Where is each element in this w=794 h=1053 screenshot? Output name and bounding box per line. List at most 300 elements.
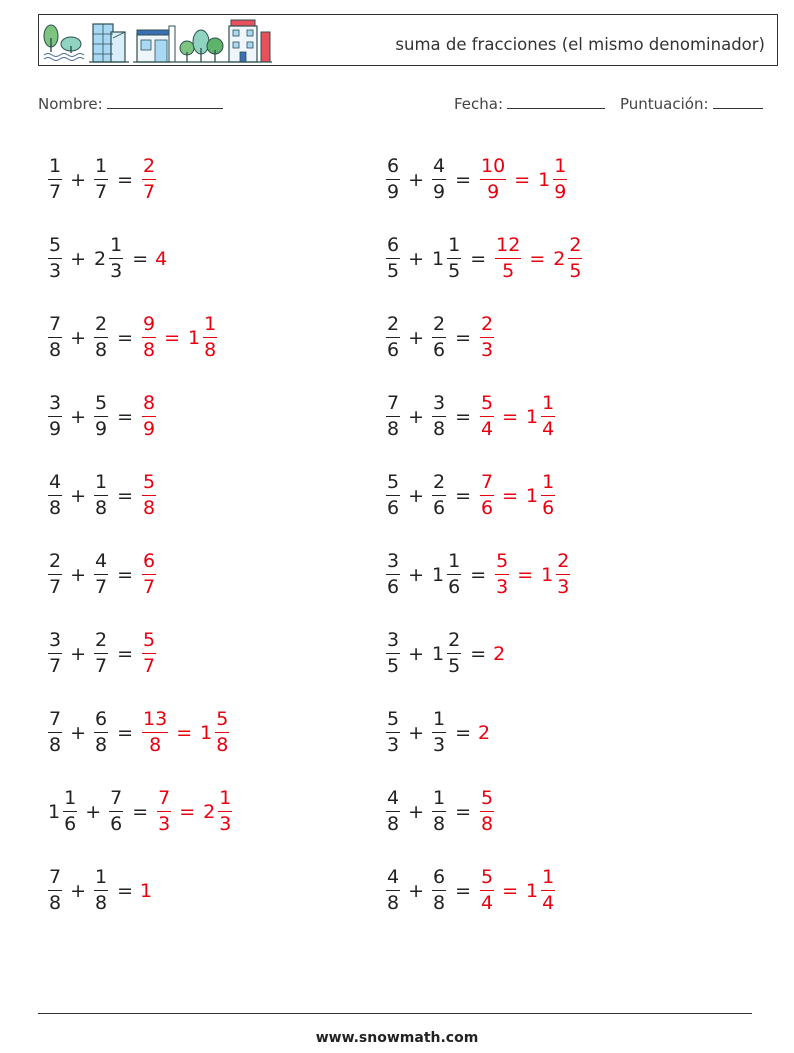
fraction-stack	[480, 789, 494, 834]
numerator: 5	[480, 868, 494, 891]
answer	[493, 236, 584, 281]
answer	[478, 789, 496, 834]
problem-row	[384, 614, 584, 693]
answer	[140, 710, 231, 755]
fraction-stack	[63, 789, 77, 834]
fraction	[384, 552, 402, 597]
whole-part: 1	[538, 168, 551, 191]
fraction-stack	[218, 789, 232, 834]
fraction-stack	[94, 631, 108, 676]
denominator: 8	[481, 813, 494, 835]
answer	[478, 473, 557, 518]
whole-part: 1	[541, 563, 554, 586]
denominator: 3	[158, 813, 171, 835]
whole-part: 2	[94, 247, 107, 270]
fraction-stack	[480, 868, 494, 913]
problem-row	[46, 693, 234, 772]
answer	[478, 394, 557, 439]
denominator: 8	[49, 892, 62, 914]
park-trees-icon	[179, 30, 225, 62]
numerator: 7	[109, 789, 123, 812]
fraction	[46, 157, 64, 202]
equals-sign: =	[455, 879, 472, 902]
denominator: 6	[448, 576, 461, 598]
equals-sign: =	[117, 484, 134, 507]
fraction-stack	[48, 157, 62, 202]
numerator: 5	[215, 710, 229, 733]
numerator: 2	[386, 315, 400, 338]
fraction-stack	[94, 710, 108, 755]
fraction	[46, 473, 64, 518]
plus-sign: +	[408, 168, 425, 191]
fraction	[430, 315, 448, 360]
numerator: 4	[94, 552, 108, 575]
denominator: 5	[569, 260, 582, 282]
fraction	[46, 868, 64, 913]
fraction	[92, 868, 110, 913]
denominator: 3	[110, 260, 123, 282]
fraction-stack	[432, 157, 446, 202]
denominator: 3	[219, 813, 232, 835]
whole-number	[478, 722, 490, 744]
fraction	[46, 236, 64, 281]
numerator: 1	[48, 157, 62, 180]
fraction-stack	[495, 236, 521, 281]
fraction	[430, 868, 448, 913]
plus-sign: +	[408, 326, 425, 349]
whole-part: 2	[203, 800, 216, 823]
plus-sign: +	[70, 247, 87, 270]
plus-sign: +	[408, 484, 425, 507]
equals-sign: =	[117, 879, 134, 902]
denominator: 6	[387, 497, 400, 519]
problem-row	[46, 140, 234, 219]
fraction-stack	[480, 473, 494, 518]
whole-part: 2	[493, 642, 506, 665]
fraction-stack	[386, 473, 400, 518]
answer	[478, 868, 557, 913]
name-blank[interactable]	[107, 94, 223, 109]
fraction-stack	[556, 552, 570, 597]
mixed-number	[201, 789, 234, 834]
numerator: 4	[386, 789, 400, 812]
denominator: 8	[95, 339, 108, 361]
fraction	[430, 710, 448, 755]
denominator: 3	[496, 576, 509, 598]
fraction-stack	[94, 868, 108, 913]
numerator: 5	[386, 473, 400, 496]
fraction	[478, 157, 508, 202]
fraction-stack	[142, 631, 156, 676]
numerator: 1	[94, 157, 108, 180]
date-label: Fecha:	[454, 95, 504, 113]
numerator: 1	[109, 236, 123, 259]
answer	[478, 157, 569, 202]
numerator: 5	[142, 631, 156, 654]
fraction-stack	[142, 157, 156, 202]
denominator: 3	[49, 260, 62, 282]
numerator: 2	[480, 315, 494, 338]
fraction-stack	[386, 157, 400, 202]
fraction-stack	[432, 394, 446, 439]
date-field	[454, 94, 605, 113]
footer-divider	[38, 1013, 752, 1014]
equals-sign: =	[117, 326, 134, 349]
whole-part: 1	[432, 247, 445, 270]
numerator: 1	[94, 868, 108, 891]
numerator: 5	[480, 789, 494, 812]
denominator: 3	[387, 734, 400, 756]
fraction	[46, 315, 64, 360]
fraction	[430, 789, 448, 834]
problem-row	[384, 535, 584, 614]
numerator: 6	[94, 710, 108, 733]
numerator: 1	[447, 552, 461, 575]
plus-sign: +	[408, 642, 425, 665]
plus-sign: +	[408, 563, 425, 586]
denominator: 8	[143, 497, 156, 519]
numerator: 9	[142, 315, 156, 338]
denominator: 8	[433, 813, 446, 835]
equals-sign: =	[179, 800, 196, 823]
numerator: 1	[541, 394, 555, 417]
denominator: 7	[49, 655, 62, 677]
denominator: 7	[143, 655, 156, 677]
fraction	[478, 315, 496, 360]
numerator: 2	[94, 315, 108, 338]
numerator: 3	[432, 394, 446, 417]
answer	[478, 722, 490, 744]
fraction-stack	[142, 394, 156, 439]
denominator: 4	[481, 418, 494, 440]
glass-tower-icon	[89, 24, 129, 62]
fraction-stack	[48, 236, 62, 281]
equals-sign: =	[470, 563, 487, 586]
fraction	[384, 157, 402, 202]
denominator: 5	[448, 655, 461, 677]
whole-part: 1	[526, 405, 539, 428]
fraction	[46, 552, 64, 597]
denominator: 8	[49, 497, 62, 519]
fraction	[92, 394, 110, 439]
numerator: 2	[568, 236, 582, 259]
mixed-number	[46, 789, 79, 834]
denominator: 7	[95, 576, 108, 598]
equals-sign: =	[517, 563, 534, 586]
numerator: 8	[142, 394, 156, 417]
numerator: 5	[480, 394, 494, 417]
mixed-number	[524, 868, 557, 913]
numerator: 2	[48, 552, 62, 575]
denominator: 6	[110, 813, 123, 835]
equals-sign: =	[470, 247, 487, 270]
denominator: 6	[387, 576, 400, 598]
fraction	[92, 631, 110, 676]
answer	[155, 789, 234, 834]
fraction	[92, 710, 110, 755]
fraction	[384, 631, 402, 676]
fraction-stack	[386, 552, 400, 597]
answer	[493, 643, 505, 665]
numerator: 6	[386, 157, 400, 180]
numerator: 2	[447, 631, 461, 654]
denominator: 4	[481, 892, 494, 914]
fraction-stack	[447, 631, 461, 676]
plus-sign: +	[70, 168, 87, 191]
numerator: 7	[48, 868, 62, 891]
whole-part: 4	[155, 247, 168, 270]
fraction	[46, 631, 64, 676]
numerator: 3	[386, 631, 400, 654]
equals-sign: =	[514, 168, 531, 191]
plus-sign: +	[70, 563, 87, 586]
numerator: 4	[386, 868, 400, 891]
denominator: 8	[216, 734, 229, 756]
answer	[140, 315, 219, 360]
name-label: Nombre:	[38, 95, 103, 113]
answer	[478, 315, 496, 360]
fraction	[140, 552, 158, 597]
numerator: 3	[48, 394, 62, 417]
numerator: 1	[63, 789, 77, 812]
fraction-stack	[48, 631, 62, 676]
fraction-stack	[109, 789, 123, 834]
equals-sign: =	[132, 800, 149, 823]
fraction-stack	[432, 868, 446, 913]
fraction-stack	[157, 789, 171, 834]
problem-row	[384, 772, 584, 851]
fraction	[140, 315, 158, 360]
numerator: 2	[556, 552, 570, 575]
date-blank[interactable]	[507, 94, 605, 109]
numerator: 3	[48, 631, 62, 654]
fraction	[384, 236, 402, 281]
whole-part: 1	[48, 800, 61, 823]
denominator: 5	[448, 260, 461, 282]
denominator: 6	[433, 497, 446, 519]
whole-part: 2	[553, 247, 566, 270]
equals-sign: =	[502, 879, 519, 902]
whole-part: 1	[526, 484, 539, 507]
fraction	[478, 789, 496, 834]
denominator: 7	[95, 181, 108, 203]
denominator: 3	[481, 339, 494, 361]
fraction	[92, 157, 110, 202]
fraction-stack	[142, 315, 156, 360]
fraction-stack	[432, 315, 446, 360]
fraction-stack	[48, 868, 62, 913]
fraction-stack	[386, 710, 400, 755]
equals-sign: =	[117, 563, 134, 586]
denominator: 8	[49, 734, 62, 756]
whole-part: 1	[140, 879, 153, 902]
equals-sign: =	[455, 484, 472, 507]
whole-part: 1	[526, 879, 539, 902]
plus-sign: +	[408, 879, 425, 902]
denominator: 9	[49, 418, 62, 440]
problem-row	[384, 693, 584, 772]
denominator: 8	[95, 892, 108, 914]
denominator: 9	[554, 181, 567, 203]
numerator: 5	[495, 552, 509, 575]
worksheet-header	[38, 14, 778, 66]
plus-sign: +	[408, 721, 425, 744]
fraction	[92, 552, 110, 597]
fraction-stack	[203, 315, 217, 360]
whole-part: 1	[432, 642, 445, 665]
plus-sign: +	[408, 800, 425, 823]
plus-sign: +	[70, 326, 87, 349]
problem-row	[46, 377, 234, 456]
trees-water-icon	[42, 20, 86, 62]
numerator: 4	[48, 473, 62, 496]
problem-row	[384, 377, 584, 456]
fraction-stack	[386, 236, 400, 281]
problem-row	[46, 456, 234, 535]
fraction	[430, 394, 448, 439]
problem-row	[384, 140, 584, 219]
denominator: 3	[557, 576, 570, 598]
answer	[140, 157, 158, 202]
fraction-stack	[215, 710, 229, 755]
denominator: 9	[143, 418, 156, 440]
fraction	[384, 868, 402, 913]
numerator: 2	[432, 473, 446, 496]
denominator: 8	[143, 339, 156, 361]
denominator: 8	[49, 339, 62, 361]
plus-sign: +	[70, 405, 87, 428]
plus-sign: +	[70, 642, 87, 665]
fraction	[140, 631, 158, 676]
fraction-stack	[109, 236, 123, 281]
denominator: 5	[387, 260, 400, 282]
fraction-stack	[386, 789, 400, 834]
fraction-stack	[386, 868, 400, 913]
denominator: 7	[143, 181, 156, 203]
denominator: 8	[149, 734, 162, 756]
whole-number	[140, 880, 152, 902]
problem-column-left	[46, 140, 234, 930]
fraction-stack	[94, 394, 108, 439]
denominator: 9	[487, 181, 500, 203]
mixed-number	[524, 394, 557, 439]
fraction-stack	[48, 473, 62, 518]
plus-sign: +	[70, 721, 87, 744]
fraction	[155, 789, 173, 834]
numerator: 3	[386, 552, 400, 575]
fraction	[430, 157, 448, 202]
fraction	[478, 868, 496, 913]
fraction-stack	[432, 473, 446, 518]
numerator: 4	[432, 157, 446, 180]
mixed-number	[430, 236, 463, 281]
mixed-number	[524, 473, 557, 518]
answer	[140, 880, 152, 902]
denominator: 8	[433, 418, 446, 440]
fraction-stack	[142, 473, 156, 518]
denominator: 6	[64, 813, 77, 835]
numerator: 1	[553, 157, 567, 180]
numerator: 2	[142, 157, 156, 180]
fraction-stack	[142, 710, 168, 755]
equals-sign: =	[455, 800, 472, 823]
denominator: 5	[502, 260, 515, 282]
numerator: 1	[432, 789, 446, 812]
mixed-number	[539, 552, 572, 597]
fraction	[140, 473, 158, 518]
shop-building-icon	[133, 26, 179, 62]
denominator: 4	[542, 892, 555, 914]
denominator: 8	[387, 813, 400, 835]
numerator: 6	[432, 868, 446, 891]
fraction-stack	[94, 552, 108, 597]
fraction-stack	[541, 473, 555, 518]
fraction-stack	[553, 157, 567, 202]
whole-part: 1	[188, 326, 201, 349]
equals-sign: =	[502, 405, 519, 428]
denominator: 3	[433, 734, 446, 756]
denominator: 8	[433, 892, 446, 914]
denominator: 4	[542, 418, 555, 440]
plus-sign: +	[408, 405, 425, 428]
denominator: 8	[387, 892, 400, 914]
answer	[140, 631, 158, 676]
numerator: 1	[218, 789, 232, 812]
mixed-number	[198, 710, 231, 755]
fraction	[430, 473, 448, 518]
fraction	[92, 473, 110, 518]
problem-row	[46, 219, 234, 298]
numerator: 1	[432, 710, 446, 733]
fraction-stack	[480, 315, 494, 360]
denominator: 7	[143, 576, 156, 598]
numerator: 7	[480, 473, 494, 496]
numerator: 6	[142, 552, 156, 575]
equals-sign: =	[117, 168, 134, 191]
fraction-stack	[447, 236, 461, 281]
denominator: 9	[433, 181, 446, 203]
numerator: 5	[142, 473, 156, 496]
fraction-stack	[386, 631, 400, 676]
score-blank[interactable]	[713, 94, 763, 109]
plus-sign: +	[70, 484, 87, 507]
problem-row	[46, 614, 234, 693]
numerator: 7	[157, 789, 171, 812]
problem-row	[46, 851, 234, 930]
apartment-building-icon	[225, 20, 272, 62]
denominator: 9	[387, 181, 400, 203]
denominator: 6	[433, 339, 446, 361]
problem-row	[46, 772, 234, 851]
problem-row	[46, 535, 234, 614]
fraction-stack	[48, 394, 62, 439]
numerator: 2	[432, 315, 446, 338]
plus-sign: +	[70, 879, 87, 902]
equals-sign: =	[455, 326, 472, 349]
equals-sign: =	[132, 247, 149, 270]
equals-sign: =	[117, 721, 134, 744]
numerator: 10	[480, 157, 506, 180]
numerator: 5	[48, 236, 62, 259]
fraction-stack	[541, 394, 555, 439]
fraction	[46, 710, 64, 755]
fraction	[140, 157, 158, 202]
mixed-number	[430, 631, 463, 676]
denominator: 7	[49, 181, 62, 203]
score-label: Puntuación:	[620, 95, 709, 113]
fraction-stack	[495, 552, 509, 597]
fraction	[384, 789, 402, 834]
